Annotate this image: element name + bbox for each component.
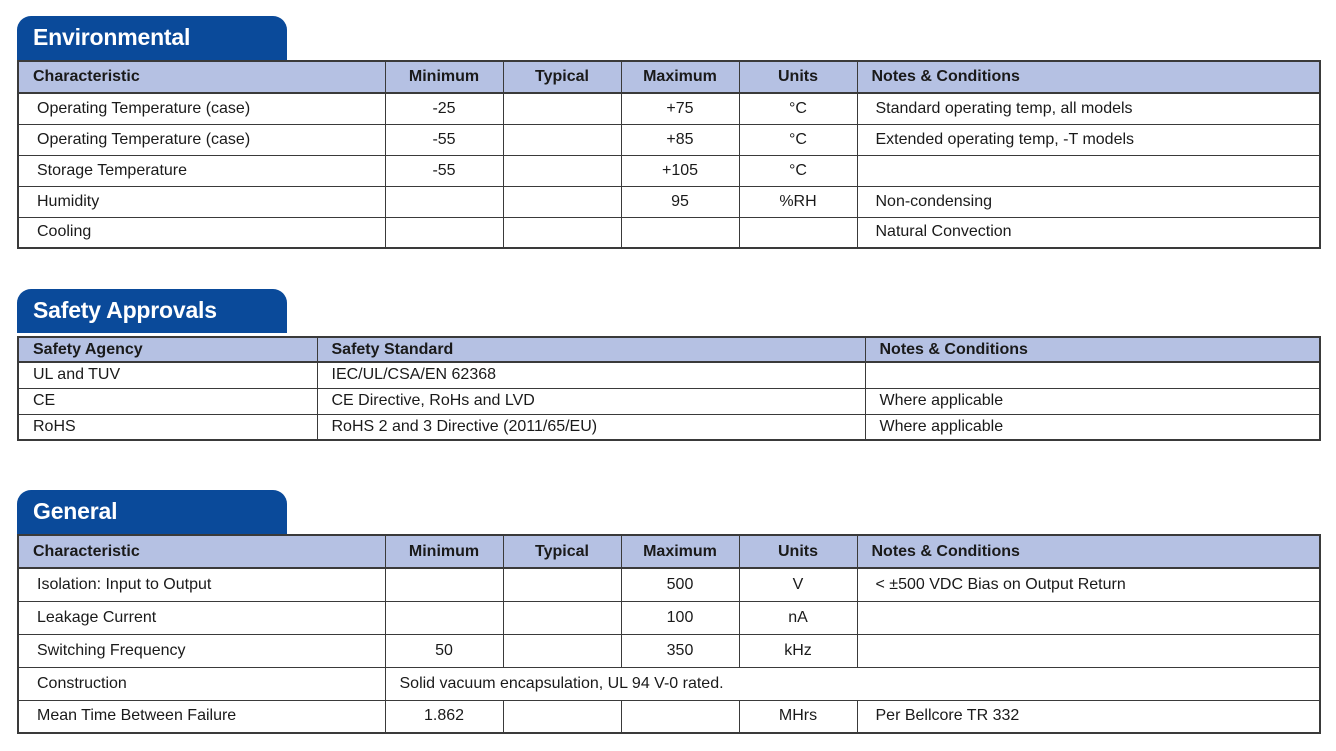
table-row	[18, 186, 1320, 217]
header-row	[18, 61, 1320, 93]
cell: 100	[621, 601, 739, 634]
cell: Non-condensing	[857, 186, 1320, 217]
col-header: Safety Standard	[317, 337, 865, 362]
cell	[857, 155, 1320, 186]
cell	[385, 568, 503, 601]
cell: IEC/UL/CSA/EN 62368	[317, 362, 865, 388]
cell: CE	[18, 388, 317, 414]
cell: Per Bellcore TR 332	[857, 700, 1320, 733]
cell	[621, 217, 739, 248]
cell: Operating Temperature (case)	[18, 124, 385, 155]
cell: Where applicable	[865, 414, 1320, 440]
col-header: Characteristic	[18, 61, 385, 93]
table-row	[18, 93, 1320, 124]
cell: Operating Temperature (case)	[18, 93, 385, 124]
cell: °C	[739, 155, 857, 186]
col-header: Maximum	[621, 535, 739, 568]
cell: 1.862	[385, 700, 503, 733]
cell: Isolation: Input to Output	[18, 568, 385, 601]
cell: Humidity	[18, 186, 385, 217]
table-row	[18, 414, 1320, 440]
cell	[865, 362, 1320, 388]
col-header: Characteristic	[18, 535, 385, 568]
col-header: Maximum	[621, 61, 739, 93]
cell: 95	[621, 186, 739, 217]
cell: Solid vacuum encapsulation, UL 94 V-0 rated.	[385, 667, 1320, 700]
cell: Cooling	[18, 217, 385, 248]
table-row	[18, 388, 1320, 414]
cell: RoHS 2 and 3 Directive (2011/65/EU)	[317, 414, 865, 440]
table-row	[18, 362, 1320, 388]
header-row	[18, 337, 1320, 362]
cell: -55	[385, 155, 503, 186]
cell	[503, 155, 621, 186]
header-row	[18, 535, 1320, 568]
cell: Switching Frequency	[18, 634, 385, 667]
cell: Mean Time Between Failure	[18, 700, 385, 733]
cell	[857, 634, 1320, 667]
section-title: General	[17, 490, 287, 534]
cell	[385, 217, 503, 248]
cell: Where applicable	[865, 388, 1320, 414]
table-row	[18, 217, 1320, 248]
cell	[385, 186, 503, 217]
cell	[739, 217, 857, 248]
section-title: Safety Approvals	[17, 289, 287, 333]
col-header: Minimum	[385, 61, 503, 93]
col-header: Minimum	[385, 535, 503, 568]
col-header: Safety Agency	[18, 337, 317, 362]
cell: V	[739, 568, 857, 601]
environmental-table	[17, 60, 1321, 249]
cell: < ±500 VDC Bias on Output Return	[857, 568, 1320, 601]
cell: 350	[621, 634, 739, 667]
cell: %RH	[739, 186, 857, 217]
cell	[385, 601, 503, 634]
cell: 50	[385, 634, 503, 667]
cell: Construction	[18, 667, 385, 700]
col-header: Units	[739, 535, 857, 568]
cell	[503, 93, 621, 124]
cell	[503, 217, 621, 248]
cell: +105	[621, 155, 739, 186]
table-row	[18, 667, 1320, 700]
col-header: Units	[739, 61, 857, 93]
cell: Storage Temperature	[18, 155, 385, 186]
table-row	[18, 155, 1320, 186]
cell: Leakage Current	[18, 601, 385, 634]
section-title: Environmental	[17, 16, 287, 60]
cell	[857, 601, 1320, 634]
cell: -55	[385, 124, 503, 155]
cell	[503, 601, 621, 634]
cell: MHrs	[739, 700, 857, 733]
cell	[503, 124, 621, 155]
cell: +85	[621, 124, 739, 155]
cell: +75	[621, 93, 739, 124]
table-row	[18, 634, 1320, 667]
environmental-section	[17, 16, 1319, 249]
cell: °C	[739, 124, 857, 155]
cell: kHz	[739, 634, 857, 667]
cell: Natural Convection	[857, 217, 1320, 248]
table-row	[18, 700, 1320, 733]
general-section	[17, 490, 1319, 734]
cell	[503, 634, 621, 667]
safety-table	[17, 336, 1321, 441]
cell: RoHS	[18, 414, 317, 440]
table-row	[18, 601, 1320, 634]
safety-approvals-section	[17, 289, 1319, 441]
cell	[621, 700, 739, 733]
cell: CE Directive, RoHs and LVD	[317, 388, 865, 414]
cell: °C	[739, 93, 857, 124]
table-row	[18, 124, 1320, 155]
table-row	[18, 568, 1320, 601]
col-header: Notes & Conditions	[857, 535, 1320, 568]
cell	[503, 186, 621, 217]
col-header: Typical	[503, 61, 621, 93]
cell: Standard operating temp, all models	[857, 93, 1320, 124]
cell: -25	[385, 93, 503, 124]
cell: UL and TUV	[18, 362, 317, 388]
col-header: Notes & Conditions	[857, 61, 1320, 93]
col-header: Notes & Conditions	[865, 337, 1320, 362]
cell: nA	[739, 601, 857, 634]
cell: 500	[621, 568, 739, 601]
cell: Extended operating temp, -T models	[857, 124, 1320, 155]
cell	[503, 568, 621, 601]
col-header: Typical	[503, 535, 621, 568]
cell	[503, 700, 621, 733]
general-table	[17, 534, 1321, 734]
